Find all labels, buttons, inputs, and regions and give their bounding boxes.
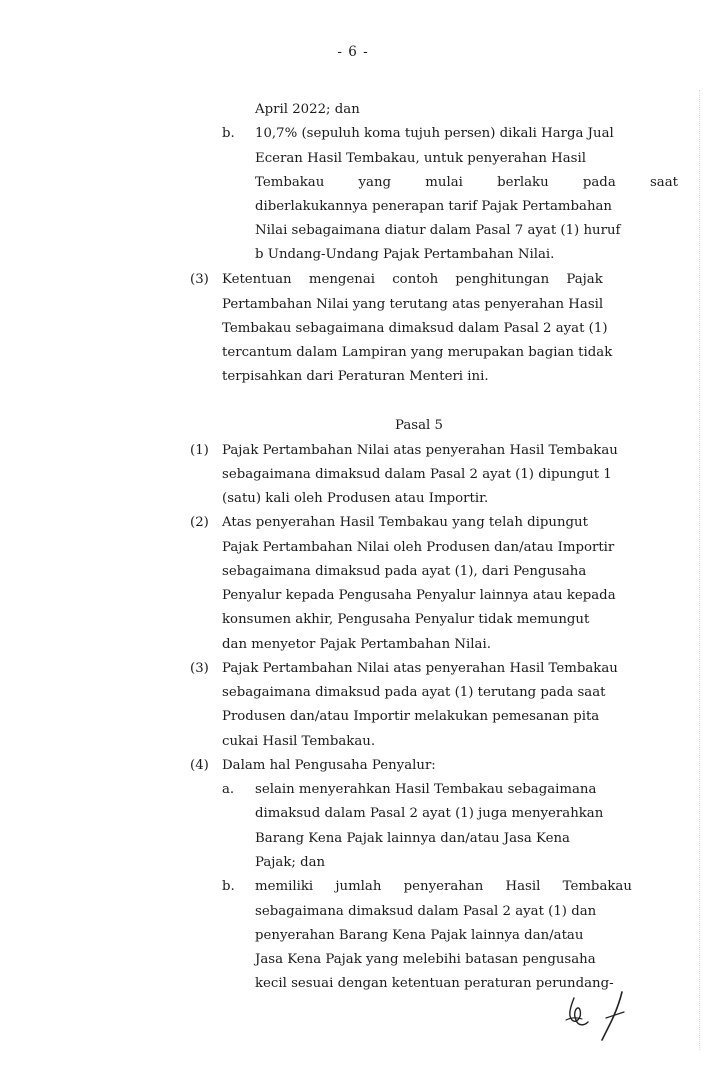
paragraph-line: b Undang-Undang Pajak Pertambahan Nilai.	[255, 247, 555, 262]
paragraph-line: memiliki jumlah penyerahan Hasil Tembakau	[255, 879, 632, 894]
justified-text: Eceran Hasil Tembakau, untuk penyerahan Hasil	[255, 151, 586, 166]
scan-edge-divider	[698, 90, 700, 1050]
paragraph-line: sebagaimana dimaksud pada ayat (1), dari Pengusaha	[222, 564, 587, 579]
list-marker: b.	[222, 879, 235, 894]
continuation-line: April 2022; dan	[255, 102, 360, 117]
paragraph-line: dimaksud dalam Pasal 2 ayat (1) juga menyerahkan	[255, 806, 604, 821]
ayat-marker: (1)	[190, 443, 209, 458]
page-number: - 6 -	[337, 44, 369, 60]
paragraph-line	[255, 174, 678, 192]
paragraph-line: Tembakau sebagaimana dimaksud dalam Pasal 2 ayat (1)	[222, 321, 608, 336]
paragraph-line: Atas penyerahan Hasil Tembakau yang telah dipungut	[222, 515, 588, 530]
paragraph-line: penyerahan Barang Kena Pajak lainnya dan/atau	[255, 928, 584, 943]
ayat-marker: (3)	[190, 661, 209, 676]
paragraph-line: Ketentuan mengenai contoh penghitungan Pajak	[222, 272, 603, 287]
paragraph-line: selain menyerahkan Hasil Tembakau sebagaimana	[255, 782, 597, 797]
paragraph-line: Jasa Kena Pajak yang melebihi batasan pengusaha	[255, 952, 596, 967]
ayat-marker: (4)	[190, 758, 209, 773]
ayat-marker: (2)	[190, 515, 209, 530]
paragraph-line: Produsen dan/atau Importir melakukan pemesanan pita	[222, 709, 600, 724]
paragraph-line: Pajak Pertambahan Nilai oleh Produsen dan/atau Importir	[222, 540, 615, 555]
paragraph-line: konsumen akhir, Pengusaha Penyalur tidak memungut	[222, 612, 590, 627]
paragraph-line: Dalam hal Pengusaha Penyalur:	[222, 758, 436, 773]
paragraph-line: sebagaimana dimaksud pada ayat (1) terutang pada saat	[222, 685, 606, 700]
paragraph-line: sebagaimana dimaksud dalam Pasal 2 ayat (1) dipungut 1	[222, 467, 612, 482]
paragraph-line: Pertambahan Nilai yang terutang atas penyerahan Hasil	[222, 297, 604, 312]
initials-signature	[560, 990, 640, 1042]
paragraph-line: Pajak; dan	[255, 855, 326, 870]
list-marker: a.	[222, 782, 235, 797]
paragraph-line: kecil sesuai dengan ketentuan peraturan perundang-	[255, 976, 614, 991]
ayat-marker: (3)	[190, 272, 209, 287]
paragraph-line: dan menyetor Pajak Pertambahan Nilai.	[222, 637, 491, 652]
paragraph-line: sebagaimana dimaksud dalam Pasal 2 ayat (1) dan	[255, 904, 597, 919]
paragraph-line	[255, 150, 616, 168]
paragraph-line: diberlakukannya penerapan tarif Pajak Pertambahan	[255, 199, 612, 214]
paragraph-line: terpisahkan dari Peraturan Menteri ini.	[222, 369, 489, 384]
paragraph-line: Barang Kena Pajak lainnya dan/atau Jasa Kena	[255, 831, 570, 846]
paragraph-line: Penyalur kepada Pengusaha Penyalur lainnya atau kepada	[222, 588, 616, 603]
paragraph-line: Nilai sebagaimana diatur dalam Pasal 7 ayat (1) huruf	[255, 223, 621, 238]
paragraph-line: 10,7% (sepuluh koma tujuh persen) dikali Harga Jual	[255, 126, 614, 141]
paragraph-line: Pajak Pertambahan Nilai atas penyerahan Hasil Tembakau	[222, 661, 618, 676]
list-marker: b.	[222, 126, 235, 141]
paragraph-line: Pajak Pertambahan Nilai atas penyerahan Hasil Tembakau	[222, 443, 618, 458]
justified-text: Tembakau yang mulai berlaku pada saat	[255, 175, 678, 190]
article-heading: Pasal 5	[395, 418, 443, 433]
paragraph-line: (satu) kali oleh Produsen atau Importir.	[222, 491, 489, 506]
paragraph-line: tercantum dalam Lampiran yang merupakan bagian tidak	[222, 345, 613, 360]
paragraph-line: cukai Hasil Tembakau.	[222, 734, 376, 749]
